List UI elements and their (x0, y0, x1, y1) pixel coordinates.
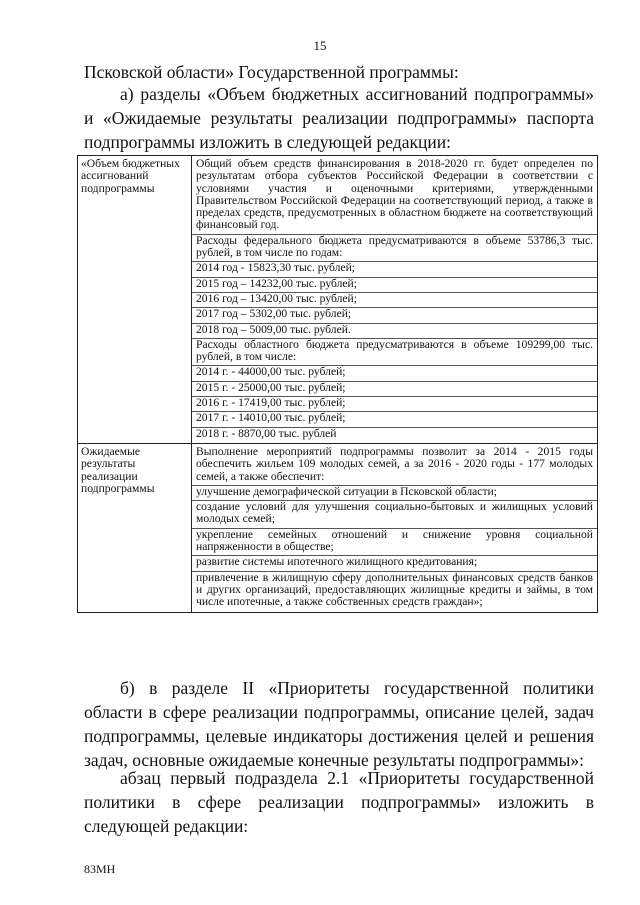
regional-year-2014: 2014 г. - 44000,00 тыс. рублей; (192, 366, 597, 381)
passport-table (77, 155, 598, 613)
results-label-line: реализации (81, 469, 138, 483)
table-row-results (78, 443, 598, 612)
item-b-paragraph: б) в разделе II «Приоритеты государственной политики области в сфере реализации подпрограммы, описание целей, задач подпрограммы, целевые индикаторы достижения целей и решения задач, основные ожидаемые конечные результаты подпрограммы»: (84, 678, 594, 770)
budget-content-cell (192, 156, 598, 444)
results-label-line: Ожидаемые (81, 444, 141, 458)
federal-year-2018: 2018 год – 5009,00 тыс. рублей. (192, 324, 597, 339)
results-block-mortgage: развитие системы ипотечного жилищного кредитования; (192, 556, 597, 571)
federal-year-2016: 2016 год – 13420,00 тыс. рублей; (192, 293, 597, 308)
results-block-summary: Выполнение мероприятий подпрограммы позволит за 2014 - 2015 годы обеспечить жильем 109 молодых семей, а за 2016 - 2020 годы - 177 молодых семей, а также обеспечит: (192, 446, 597, 486)
footer-code: 83МН (84, 862, 116, 876)
budget-label-cell (78, 156, 192, 444)
federal-year-2017: 2017 год – 5302,00 тыс. рублей; (192, 308, 597, 323)
item-a-paragraph: а) разделы «Объем бюджетных ассигнований подпрограммы» и «Ожидаемые результаты реализации подпрограммы» паспорта подпрограммы изложить в следующей редакции: (84, 84, 594, 152)
results-block-funds: привлечение в жилищную сферу дополнительных финансовых средств банков и других организаций, предоставляющих жилищные кредиты и займы, в том числе ипотечные, а также собственных средств граждан»; (196, 570, 593, 609)
budget-label-line: подпрограммы (81, 181, 155, 195)
results-block-living-conditions: создание условий для улучшения социально-бытовых и жилищных условий молодых семей; (192, 501, 597, 529)
budget-block-federal: Расходы федерального бюджета предусматриваются в объеме 53786,3 тыс. рублей, в том числе по годам: (192, 235, 597, 263)
regional-year-2018: 2018 г. - 8870,00 тыс. рублей (196, 426, 337, 440)
regional-year-2017: 2017 г. - 14010,00 тыс. рублей; (192, 412, 597, 427)
results-block-demography: улучшение демографической ситуации в Псковской области; (192, 486, 597, 501)
results-label-line: подпрограммы (81, 481, 155, 495)
federal-year-2015: 2015 год – 14232,00 тыс. рублей; (192, 278, 597, 293)
budget-label-line: ассигнований (81, 169, 149, 183)
budget-block-regional: Расходы областного бюджета предусматриваются в объеме 109299,00 тыс. рублей, в том числе: (192, 339, 597, 367)
budget-label-line: «Объем бюджетных (81, 157, 180, 170)
budget-block-general: Общий объем средств финансирования в 2018-2020 гг. будет определен по результатам отбора субъектов Российской Федерации в соответствии с условиями участия и оценочными критериями, утвержденными Правительством Российской Федерации на соответствующий период, а также в пределах средств, предусмотренных в областном бюджете на соответствующий финансовый год. (192, 158, 597, 235)
federal-year-2014: 2014 год - 15823,30 тыс. рублей; (192, 262, 597, 277)
results-label-line: результаты (81, 457, 136, 471)
table-row-budget (78, 156, 598, 444)
results-block-family: укрепление семейных отношений и снижение уровня социальной напряженности в обществе; (192, 529, 597, 557)
results-content-cell (192, 443, 598, 612)
page-number: 15 (313, 38, 327, 53)
regional-year-2015: 2015 г. - 25000,00 тыс. рублей; (192, 382, 597, 397)
results-label-cell (78, 443, 192, 612)
intro-line: Псковской области» Государственной программы: (84, 62, 459, 82)
regional-year-2016: 2016 г. - 17419,00 тыс. рублей; (192, 397, 597, 412)
abzac-paragraph: абзац первый подраздела 2.1 «Приоритеты государственной политики в сфере реализации подпрограммы» изложить в следующей редакции: (84, 768, 594, 836)
